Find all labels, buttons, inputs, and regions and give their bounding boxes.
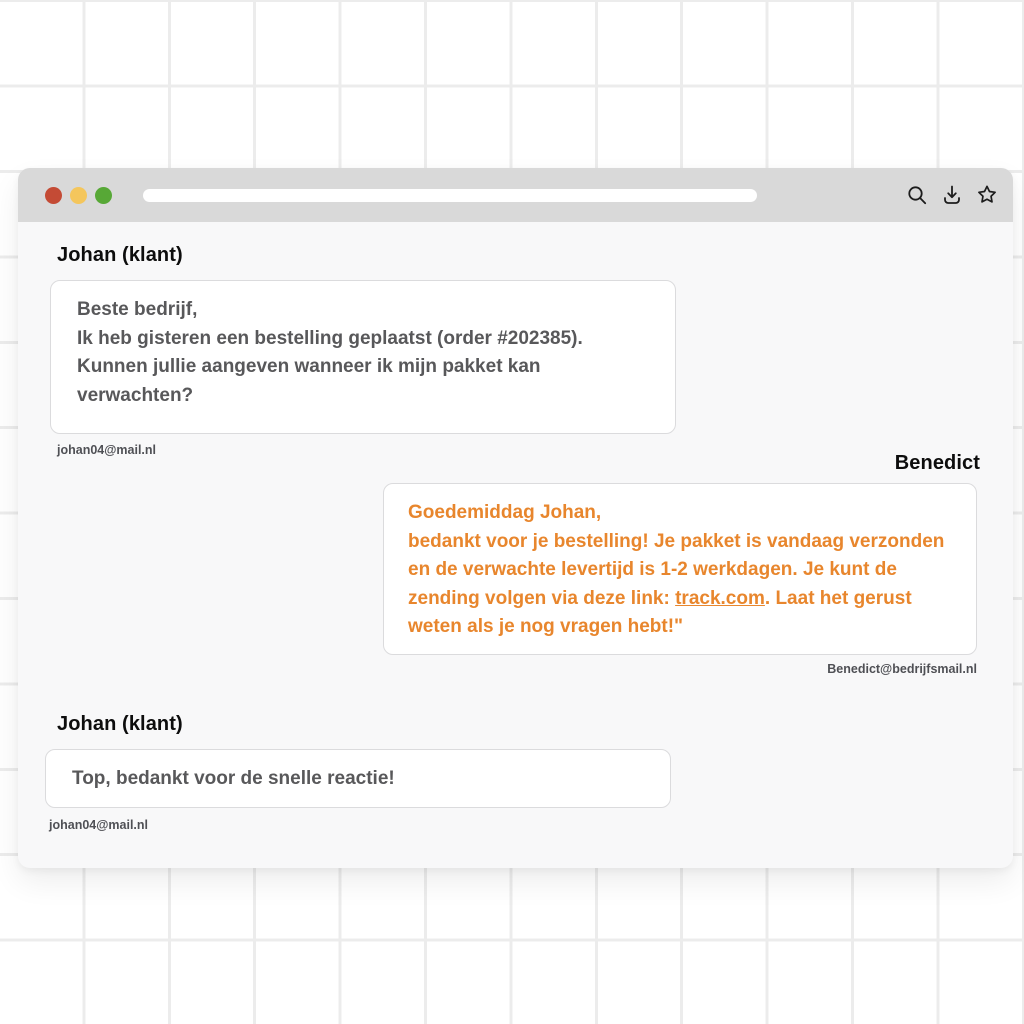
browser-toolbar (18, 168, 1013, 222)
browser-window (18, 168, 1013, 868)
window-controls (45, 187, 112, 204)
sender-email-johan-1: johan04@mail.nl (57, 443, 157, 457)
message-greeting: Goedemiddag Johan, (408, 502, 602, 523)
sender-name-johan-2: Johan (klant) (57, 713, 183, 735)
sender-name-johan-1: Johan (klant) (57, 244, 183, 266)
message-bubble-benedict (383, 483, 977, 655)
sender-name-benedict: Benedict (894, 452, 980, 474)
address-bar[interactable] (143, 189, 757, 202)
close-window-button[interactable] (45, 187, 62, 204)
sender-email-benedict: Benedict@bedrijfsmail.nl (827, 662, 977, 676)
toolbar-icons (905, 183, 999, 207)
message-body: Ik heb gisteren een bestelling geplaatst (order #202385). Kunnen jullie aangeven wanneer ik mijn pakket kan verwachten? (77, 327, 583, 406)
sender-email-johan-2: johan04@mail.nl (49, 818, 149, 832)
track-link[interactable]: track.com (675, 587, 765, 609)
minimize-window-button[interactable] (70, 187, 87, 204)
star-icon[interactable] (975, 183, 999, 207)
message-greeting: Beste bedrijf, (77, 299, 198, 320)
download-icon[interactable] (940, 183, 964, 207)
message-body (408, 528, 952, 642)
message-bubble-johan-1 (50, 280, 676, 434)
message-body: Top, bedankt voor de snelle reactie! (72, 768, 395, 789)
message-body-text-after: . Laat het gerust weten als je nog vragen hebt!" (408, 587, 912, 637)
zoom-window-button[interactable] (95, 187, 112, 204)
message-body-text: bedankt voor je bestelling! Je pakket is vandaag verzonden en de verwachte levertijd is 1-2 werkdagen. Je kunt de zending volgen via deze link: (408, 530, 945, 609)
message-bubble-johan-2 (45, 749, 671, 808)
search-icon[interactable] (905, 183, 929, 207)
